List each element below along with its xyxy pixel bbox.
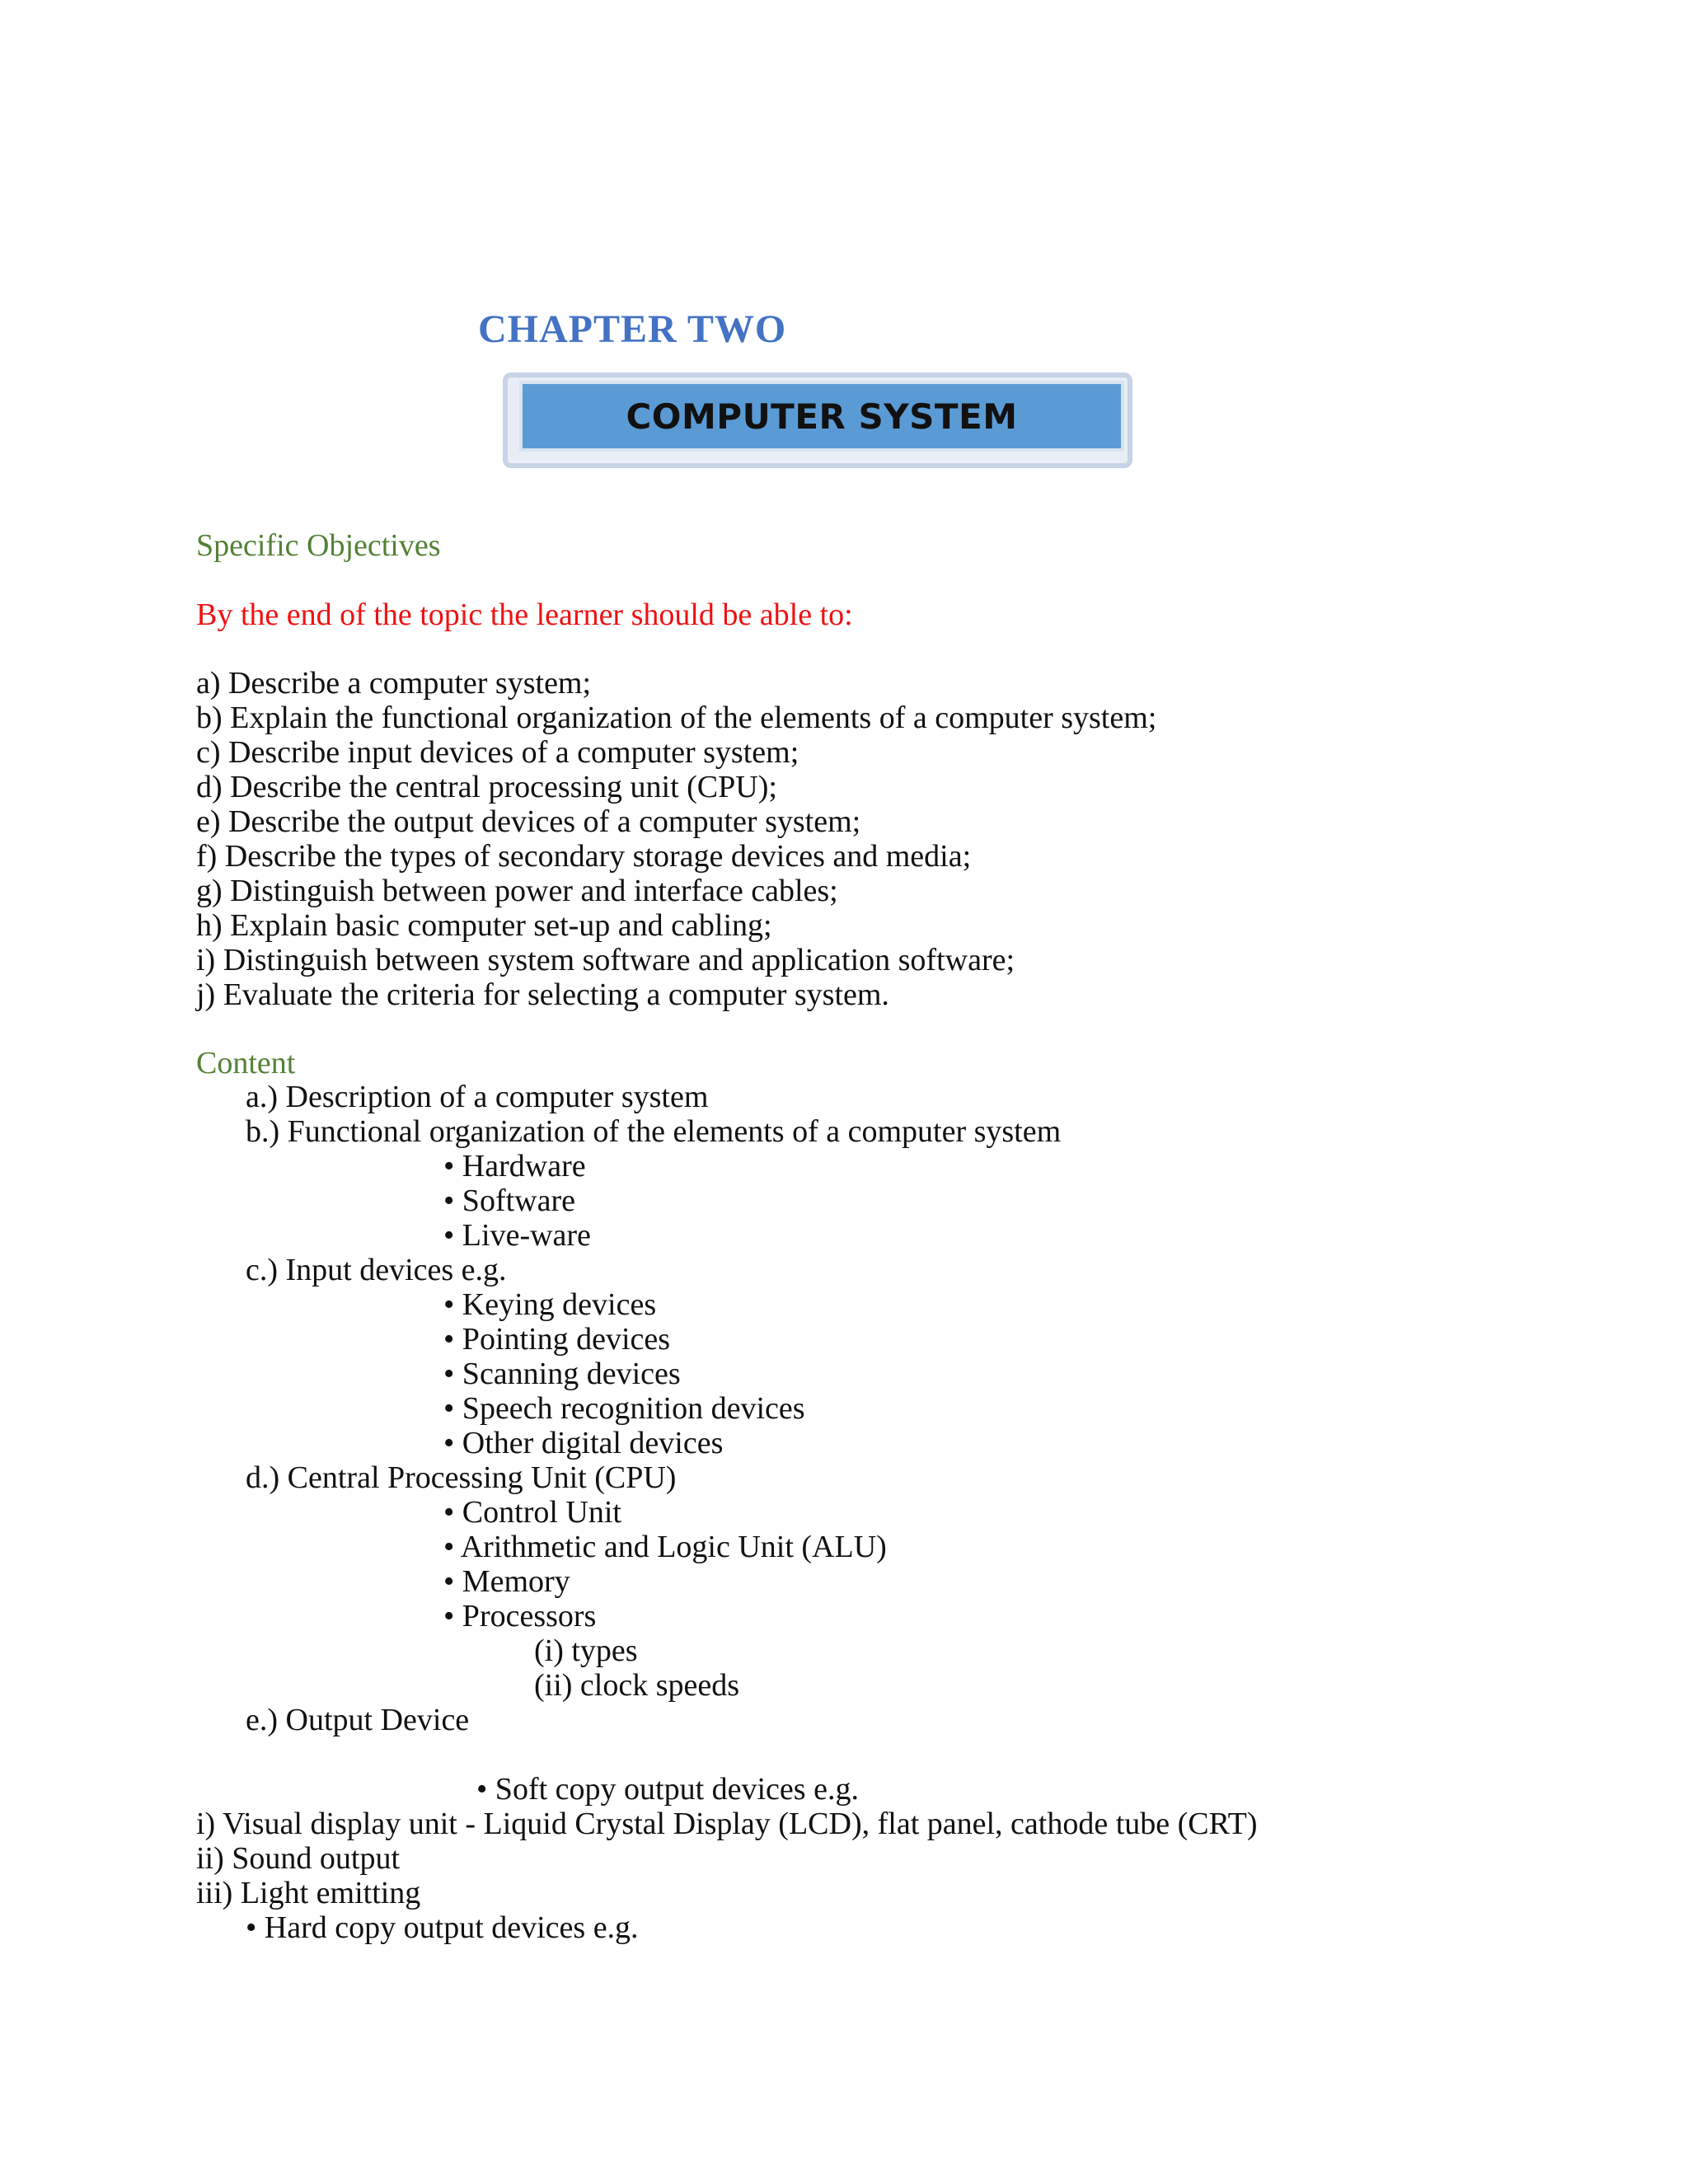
content-a: a.) Description of a computer system <box>246 1080 709 1114</box>
content-d: d.) Central Processing Unit (CPU) <box>246 1460 677 1495</box>
content-c-item: • Speech recognition devices <box>443 1391 805 1426</box>
objective-a: a) Describe a computer system; <box>196 666 592 701</box>
soft-copy-item: ii) Sound output <box>196 1841 401 1876</box>
objective-c: c) Describe input devices of a computer system; <box>196 735 799 770</box>
content-d-item: • Control Unit <box>443 1495 621 1530</box>
banner-box <box>519 381 1124 452</box>
objectives-heading: Specific Objectives <box>196 528 441 563</box>
content-d-subitem: (ii) clock speeds <box>534 1668 740 1703</box>
objective-h: h) Explain basic computer set-up and cabling; <box>196 908 772 943</box>
banner <box>499 364 1126 462</box>
objective-g: g) Distinguish between power and interface cables; <box>196 874 838 908</box>
objective-e: e) Describe the output devices of a computer system; <box>196 804 861 839</box>
content-d-item: • Memory <box>443 1564 570 1599</box>
content-d-item: • Arithmetic and Logic Unit (ALU) <box>443 1530 887 1564</box>
content-heading: Content <box>196 1046 296 1080</box>
objective-d: d) Describe the central processing unit (CPU); <box>196 770 777 804</box>
content-c-item: • Scanning devices <box>443 1357 681 1391</box>
content-c-item: • Keying devices <box>443 1287 657 1322</box>
content-b-item: • Hardware <box>443 1149 586 1183</box>
chapter-title: CHAPTER TWO <box>478 307 787 351</box>
hard-copy-heading: • Hard copy output devices e.g. <box>246 1910 639 1945</box>
soft-copy-heading: • Soft copy output devices e.g. <box>476 1772 859 1807</box>
soft-copy-item: i) Visual display unit - Liquid Crystal Display (LCD), flat panel, cathode tube (CRT) <box>196 1807 1258 1841</box>
objectives-intro: By the end of the topic the learner should be able to: <box>196 598 853 632</box>
banner-title: COMPUTER SYSTEM <box>626 396 1018 437</box>
objective-j: j) Evaluate the criteria for selecting a computer system. <box>196 977 889 1012</box>
content-d-item: • Processors <box>443 1599 597 1633</box>
objective-b: b) Explain the functional organization of the elements of a computer system; <box>196 701 1157 735</box>
soft-copy-item: iii) Light emitting <box>196 1876 421 1910</box>
content-b: b.) Functional organization of the elements of a computer system <box>246 1114 1062 1149</box>
objective-f: f) Describe the types of secondary storage devices and media; <box>196 839 972 874</box>
objective-i: i) Distinguish between system software and application software; <box>196 943 1015 977</box>
content-e: e.) Output Device <box>246 1703 470 1737</box>
content-c-item: • Other digital devices <box>443 1426 724 1460</box>
content-b-item: • Software <box>443 1183 575 1218</box>
content-b-item: • Live-ware <box>443 1218 591 1253</box>
content-d-subitem: (i) types <box>534 1633 638 1668</box>
content-c-item: • Pointing devices <box>443 1322 671 1357</box>
content-c: c.) Input devices e.g. <box>246 1253 507 1287</box>
